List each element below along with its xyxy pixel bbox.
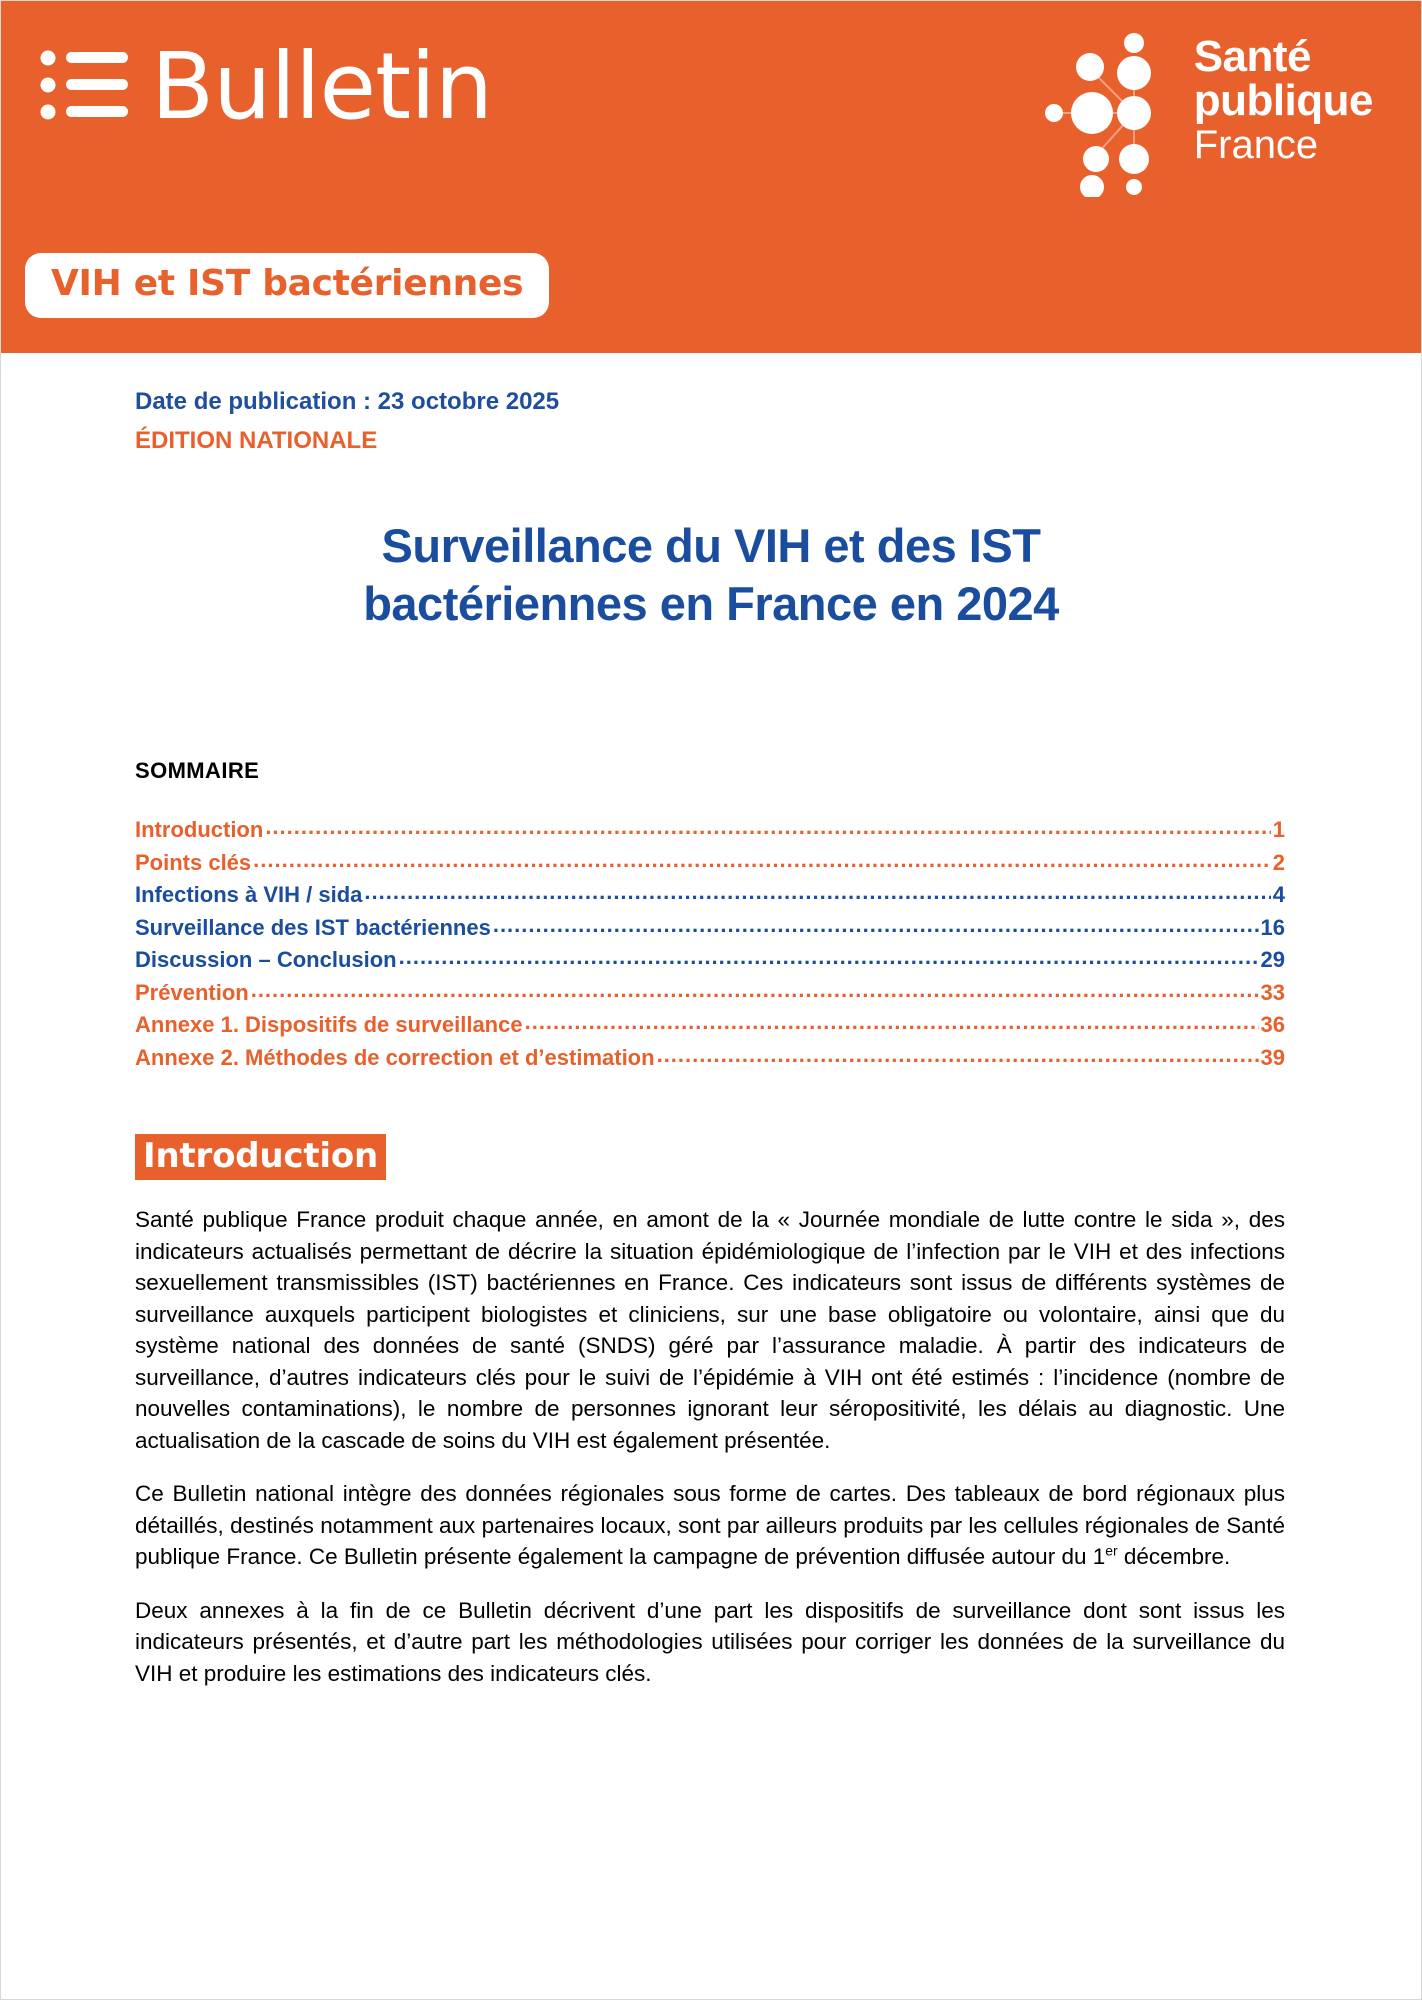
toc-entry-page: 16 — [1260, 914, 1285, 940]
bulletin-logo — [39, 33, 493, 140]
toc-entry[interactable] — [135, 912, 1285, 945]
toc-entry-page: 39 — [1260, 1044, 1285, 1070]
toc-entry-label: Introduction — [135, 817, 264, 843]
toc-leader-dots — [525, 1006, 1259, 1039]
introduction-paragraph-2 — [135, 1478, 1285, 1573]
toc-leader-dots — [265, 811, 1270, 844]
toc-entry[interactable] — [135, 847, 1285, 880]
publication-meta — [135, 385, 1421, 459]
sommaire-heading: SOMMAIRE — [135, 758, 260, 784]
page-title: Surveillance du VIH et des IST bactériennes en France en 2024 — [363, 518, 1059, 631]
toc-entry-page: 33 — [1260, 979, 1285, 1005]
publication-date: Date de publication : 23 octobre 2025 — [135, 388, 560, 415]
toc-entry[interactable] — [135, 879, 1285, 912]
toc-leader-dots — [364, 876, 1270, 909]
toc-entry-label: Infections à VIH / sida — [135, 882, 363, 908]
edition-label: ÉDITION NATIONALE — [135, 426, 378, 454]
toc-entry-label: Annexe 1. Dispositifs de surveillance — [135, 1012, 523, 1038]
toc-entry-label: Surveillance des IST bactériennes — [135, 914, 491, 940]
topic-badge: VIH et IST bactériennes — [25, 253, 549, 318]
toc-entry-page: 1 — [1272, 817, 1285, 843]
introduction-paragraph-1: Santé publique France produit chaque année, en amont de la « Journée mondiale de lutte contre le sida », des indicateurs actualisés permettant de décrire la situation épidémiologique de l’infection par le VIH et des infections sexuellement transmissibles (IST) bactériennes en France. Ces indicateurs sont issus de différents systèmes de surveillance auxquels participent biologistes et cliniciens, sur une base obligatoire ou volontaire, ainsi que du système national des données de santé (SNDS) géré par l’assurance maladie. À partir des indicateurs de surveillance, d’autres indicateurs clés pour le suivi de l’épidémie à VIH ont été estimés : l’incidence (nombre de nouvelles contaminations), le nombre de personnes ignorant leur séropositivité, les délais au diagnostic. Une actualisation de la cascade de soins du VIH est également présentée. — [135, 1207, 1285, 1453]
toc-leader-dots — [251, 974, 1259, 1007]
spf-wordmark — [1194, 29, 1373, 165]
toc-entry-page: 36 — [1260, 1012, 1285, 1038]
toc-entry-label: Prévention — [135, 979, 249, 1005]
sante-publique-france-logo — [1030, 29, 1373, 202]
toc-entry-page: 29 — [1260, 947, 1285, 973]
spf-logo-line-3: France — [1193, 123, 1319, 167]
toc-leader-dots — [399, 941, 1259, 974]
introduction-paragraph-2-part-b: décembre. — [1117, 1544, 1231, 1570]
spf-logo-line-1: Santé — [1193, 32, 1312, 81]
toc-entry-page: 4 — [1272, 882, 1285, 908]
introduction-paragraph-3: Deux annexes à la fin de ce Bulletin décrivent d’une part les dispositifs de surveillance dont sont issus les indicateurs présentés, et d’autre part les méthodologies utilisées pour corriger les données de la surveillance du VIH et produire les estimations des indicateurs clés. — [135, 1597, 1285, 1686]
toc-entry[interactable] — [135, 1042, 1285, 1075]
toc-entry-label: Annexe 2. Méthodes de correction et d’estimation — [135, 1044, 655, 1070]
document-header-band — [1, 1, 1421, 353]
toc-entry-label: Discussion – Conclusion — [135, 947, 397, 973]
toc-entry[interactable] — [135, 814, 1285, 847]
brand-row — [1, 1, 1421, 231]
introduction-body — [135, 1204, 1285, 1689]
introduction-paragraph-2-part-a: Ce Bulletin national intègre des données régionales sous forme de cartes. Des tableaux de bord régionaux plus détaillés, destinés notamment aux partenaires locaux, sont par ailleurs produits par les cellules régionales de Santé publique France. Ce Bulletin présente également la campagne de prévention diffusée autour du 1 — [135, 1481, 1285, 1570]
toc-entry[interactable] — [135, 977, 1285, 1010]
table-of-contents — [135, 814, 1285, 1074]
document-content — [1, 385, 1421, 1689]
toc-entry-label: Points clés — [135, 849, 252, 875]
toc-entry[interactable] — [135, 1009, 1285, 1042]
toc-leader-dots — [657, 1039, 1259, 1072]
ordinal-suffix: er — [1105, 1542, 1118, 1559]
toc-entry[interactable] — [135, 944, 1285, 977]
introduction-section-heading: Introduction — [135, 1134, 386, 1180]
bulletin-wordmark: Bulletin — [151, 33, 493, 140]
toc-leader-dots — [493, 909, 1259, 942]
list-bullet-icon — [39, 46, 131, 129]
toc-entry-page: 2 — [1272, 849, 1285, 875]
toc-leader-dots — [253, 844, 1271, 877]
spf-logo-line-2: publique — [1193, 76, 1373, 125]
network-nodes-icon — [1030, 29, 1180, 202]
